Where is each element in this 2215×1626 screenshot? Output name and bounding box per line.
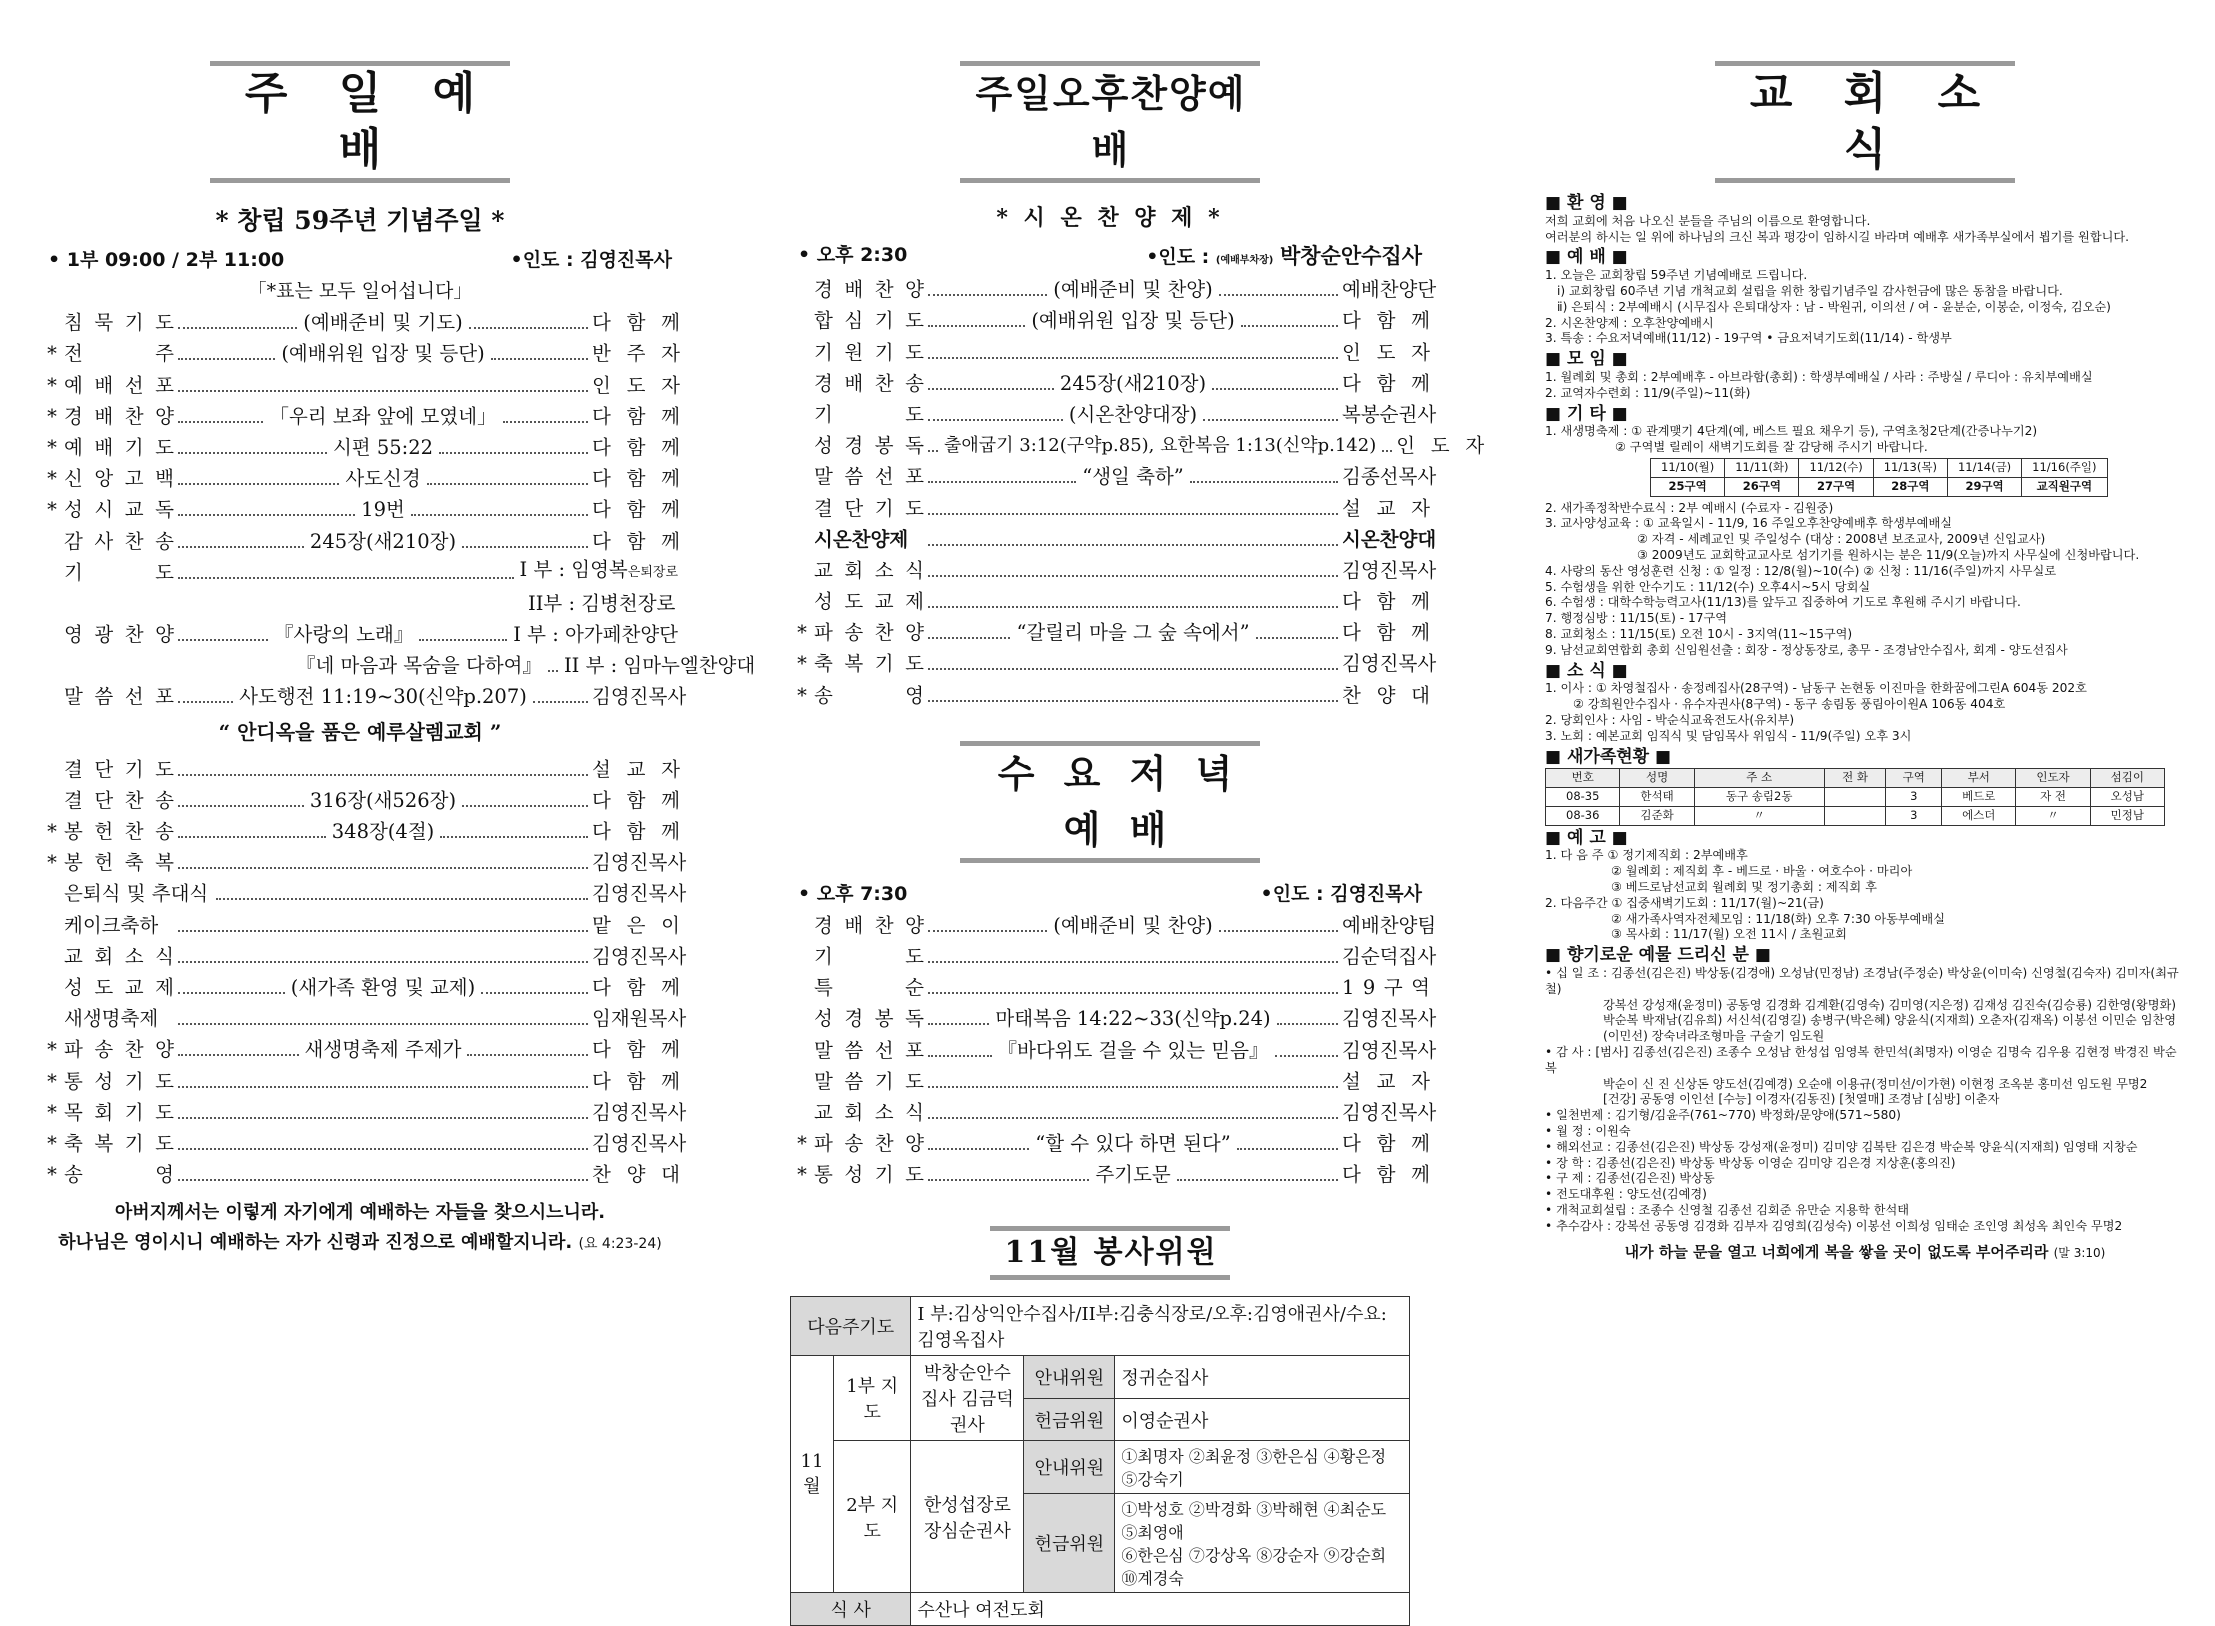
stand-mark: * [47, 342, 57, 366]
service-row [790, 492, 1430, 523]
service-item-detail: 316장(새526장) [309, 788, 457, 812]
stand-mark: * [47, 373, 57, 397]
family-col-header: 번호 [1546, 769, 1620, 788]
service-row [40, 463, 680, 494]
service-item-label: 예 배 기 도 [64, 435, 174, 459]
afternoon-order [790, 274, 1485, 711]
service-item-detail: 245장(새210장) [309, 529, 457, 553]
order-of-service [40, 307, 680, 557]
relay-group: 25구역 [1651, 477, 1725, 496]
service-item-label: 교 회 소 식 [814, 1100, 924, 1124]
wednesday-worship-title: 수 요 저 녁 예 배 [997, 750, 1241, 852]
service-item-label: 기 도 [814, 402, 924, 426]
service-row [40, 494, 680, 525]
stand-note: 「*표는 모두 일어섭니다」 [247, 280, 473, 302]
service-row [790, 336, 1430, 367]
service-item-label: 축 복 기 도 [814, 652, 924, 676]
service-row [40, 909, 680, 940]
service-item-leader: 김영진목사 [592, 1131, 687, 1155]
relay-prayer-table [1650, 458, 2108, 497]
family-cell: 08-36 [1546, 806, 1620, 825]
welcome-heading: ■ 환 영 ■ [1545, 193, 1628, 213]
family-col-header: 성명 [1620, 769, 1694, 788]
service-item-leader: 김영진목사 [592, 1100, 687, 1124]
service-item-leader: 다 함 께 [592, 498, 680, 522]
service-row [790, 586, 1430, 617]
service-item-leader: 김영진목사 [1342, 558, 1437, 582]
malachi-verse: 내가 하늘 문을 열고 너희에게 복을 쌓을 곳이 없도록 부어주리라 (말 3:10) [1624, 1242, 2106, 1261]
service-item-leader: 다 함 께 [592, 788, 681, 812]
service-item-leader: 예배찬양단 [1342, 278, 1437, 302]
service-row [790, 679, 1430, 710]
service-item-detail: (예배위원 입장 및 등단) [1031, 309, 1235, 333]
service-row [40, 816, 680, 847]
church-news-title: 교 회 소 식 [1749, 68, 1999, 175]
service-item-leader: 김영진목사 [1342, 1007, 1437, 1031]
choir-row: 영 광 찬 양 『사랑의 노래』 I 부 : 아가페찬양단 [64, 623, 678, 647]
wednesday-meta: • 오후 7:30 •인도 : 김영진목사 [798, 882, 1422, 905]
service-item-label: 말 씀 기 도 [814, 1069, 924, 1093]
service-row [40, 1034, 680, 1065]
offering-heading: ■ 향기로운 예물 드리신 분 ■ [1545, 945, 1771, 966]
service-row [790, 274, 1437, 305]
service-item-label: 봉 헌 찬 송 [64, 820, 174, 843]
service-item-detail: “생일 축하” [1082, 465, 1184, 489]
service-row [790, 1097, 1437, 1128]
service-item-leader: 김영진목사 [1342, 1100, 1437, 1124]
service-row [790, 910, 1437, 941]
service-row [40, 941, 687, 972]
service-item-leader: 김순덕집사 [1342, 945, 1437, 968]
service-row [790, 1003, 1437, 1034]
service-item-leader: 설 교 자 [592, 757, 680, 781]
family-cell: 오성남 [2090, 788, 2164, 807]
news-heading: ■ 소 식 ■ [1545, 660, 1628, 681]
service-row [40, 1128, 687, 1159]
service-item-detail: 245장(새210장) [1059, 371, 1207, 395]
service-item-leader: 인 도 자 [592, 373, 680, 397]
service-item-leader: 찬 양 대 [1342, 683, 1430, 707]
stand-mark: * [47, 1100, 57, 1124]
meeting-heading: ■ 모 임 ■ [1545, 349, 1628, 370]
service-item-leader: 다 함 께 [592, 1069, 680, 1093]
service-row [40, 338, 680, 369]
table-row [1546, 788, 2165, 807]
service-item-detail: (예배준비 및 기도) [303, 311, 463, 335]
service-row [790, 648, 1437, 679]
service-item-leader: 다 함 께 [1342, 590, 1430, 614]
service-item-detail: 주기도문 [1095, 1163, 1171, 1187]
prayer-row: 기 도 I 부 : 임영복은퇴장로 [40, 557, 680, 588]
service-item-label: 교 회 소 식 [64, 944, 174, 968]
stand-mark: * [47, 498, 57, 522]
relay-group: 29구역 [1947, 477, 2021, 496]
service-item-leader: 다 함 께 [1342, 371, 1431, 395]
family-cell [1824, 806, 1886, 825]
family-cell [1824, 788, 1886, 807]
family-cell: 3 [1886, 806, 1942, 825]
volunteers-banner [990, 1220, 1230, 1288]
service-row [790, 399, 1437, 430]
service-row [40, 1097, 687, 1128]
service-item-leader: 다 함 께 [592, 975, 681, 999]
service-item-leader: 반 주 자 [592, 342, 681, 366]
service-item-leader: 설 교 자 [1342, 496, 1430, 520]
service-item-label: 봉 헌 축 복 [64, 851, 174, 875]
service-row [40, 401, 680, 432]
stand-mark: * [47, 1131, 57, 1155]
relay-date: 11/10(월) [1651, 458, 1725, 477]
service-item-leader: 김영진목사 [592, 851, 687, 875]
prayer-row-2: II부 : 김병천장로 [528, 591, 676, 615]
service-item-label: 은퇴식 및 추대식 [64, 882, 209, 906]
service-row [40, 753, 680, 784]
service-item-detail: (새가족 환영 및 교제) [290, 975, 476, 999]
service-item-label: 경 배 찬 송 [814, 371, 924, 395]
stand-mark: * [47, 467, 57, 491]
service-item-leader: 김영진목사 [592, 944, 687, 968]
service-row [40, 972, 680, 1003]
service-row [40, 1003, 687, 1034]
service-item-leader: 다 함 께 [1342, 1163, 1431, 1187]
volunteers-title: 11월 봉사위원 [1004, 1235, 1218, 1271]
service-item-label: 예 배 선 포 [64, 373, 174, 397]
service-item-leader: 다 함 께 [592, 529, 681, 553]
volunteer-schedule-table: 다음주기도 I 부:김상익안수집사/II부:김충식장로/오후:김영애권사/수요:김영옥집사 11월 1부 지도 박창순안수집사 김금덕권사 안내위원 정귀순집사 헌금위원 이영순권사 2부 지도 한성섭장로 장심순권사 안내위원 ①최명자 ②최윤정 ③한은심 ④황은정 ⑤강숙기 헌금위원 ①박성호 ②박경화 ③박해현 ④최순도 ⑤최영애 ⑥한은심 ⑦강상옥 ⑧강순자 ⑨강순희 ⑩계경숙 식 사 수산나 여전도회 [790, 1296, 1410, 1626]
service-row [40, 785, 680, 816]
service-item-leader: 김종선목사 [1342, 465, 1437, 489]
family-col-header: 주 소 [1694, 769, 1824, 788]
service-item-label: 송 영 [64, 1163, 174, 1187]
family-cell: 08-35 [1546, 788, 1620, 807]
service-item-leader: 예배찬양팀 [1342, 913, 1437, 937]
service-item-label: 케이크축하 [64, 913, 159, 937]
service-item-leader: 김영진목사 [592, 882, 687, 906]
afternoon-meta: • 오후 2:30 •인도 : (예배부차장) 박창순안수집사 [798, 244, 1422, 268]
sunday-worship-column [40, 55, 756, 1259]
relay-date: 11/14(금) [1947, 458, 2021, 477]
service-item-leader: 다 함 께 [1342, 309, 1431, 333]
service-item-leader: 임재원목사 [592, 1007, 687, 1031]
service-item-label: 기 도 [814, 945, 924, 968]
service-item-label: 성 도 교 제 [814, 590, 924, 614]
service-item-label: 송 영 [814, 683, 924, 707]
service-item-leader: 맡 은 이 [592, 913, 680, 937]
service-item-leader: 1 9 구 역 [1342, 976, 1430, 1000]
service-item-label: 파 송 찬 양 [64, 1038, 174, 1062]
service-item-label: 축 복 기 도 [64, 1131, 174, 1155]
wednesday-worship-banner [960, 735, 1260, 871]
service-item-leader: 김영진목사 [1342, 652, 1437, 676]
stand-mark: * [47, 851, 57, 875]
service-row [790, 305, 1430, 336]
service-item-leader: 다 함 께 [592, 820, 681, 843]
service-row [40, 369, 680, 400]
new-family-table [1545, 768, 2165, 825]
family-cell: 베드로 [1942, 788, 2016, 807]
stand-mark: * [797, 1132, 807, 1156]
service-item-detail: 『바다위도 걸을 수 있는 믿음』 [997, 1038, 1269, 1062]
anniversary-subtitle: * 창립 59주년 기념주일 * [215, 206, 505, 235]
service-item-label: 말 씀 선 포 [814, 465, 924, 489]
service-row [40, 432, 680, 463]
service-item-leader: 다 함 께 [1342, 621, 1431, 645]
service-item-detail: 348장(4절) [331, 820, 435, 843]
relay-date: 11/11(화) [1725, 458, 1799, 477]
relay-group: 26구역 [1725, 477, 1799, 496]
service-item-leader: 설 교 자 [1342, 1069, 1430, 1093]
service-item-label: 경 배 찬 양 [64, 404, 174, 428]
service-item-label: 목 회 기 도 [64, 1100, 174, 1124]
service-item-detail: 「우리 보좌 앞에 모였네」 [269, 404, 497, 428]
relay-group: 교직원구역 [2022, 477, 2107, 496]
service-row [790, 941, 1437, 972]
worship-heading: ■ 예 배 ■ [1545, 247, 1628, 268]
stand-mark: * [47, 435, 57, 459]
service-row [790, 1066, 1430, 1097]
service-item-leader: 찬 양 대 [592, 1163, 680, 1187]
relay-date: 11/16(주일) [2022, 458, 2107, 477]
service-meta [40, 245, 680, 272]
service-item-leader: 인 도 자 [1342, 340, 1430, 364]
service-row [790, 1034, 1437, 1065]
service-item-label: 성 경 봉 독 [814, 1007, 924, 1031]
service-item-label: 성 도 교 제 [64, 975, 174, 999]
service-item-label: 통 성 기 도 [814, 1163, 924, 1187]
afternoon-worship-title: 주일오후찬양예배 [975, 71, 1247, 172]
service-item-detail: 사도신경 [345, 467, 421, 491]
order-of-service-2 [40, 753, 687, 1190]
scripture-verse: 아버지께서는 이렇게 자기에게 예배하는 자들을 찾으시느니라. 하나님은 영이시니 예배하는 자가 신령과 진정으로 예배할지니라. (요 4:23-24) [58, 1202, 662, 1254]
family-col-header: 구역 [1886, 769, 1942, 788]
new-family-heading: ■ 새가족현황 ■ [1545, 746, 1672, 767]
stand-mark: * [797, 652, 807, 676]
service-item-detail: 19번 [361, 498, 405, 522]
service-row [40, 1065, 680, 1096]
relay-date: 11/13(목) [1873, 458, 1947, 477]
service-item-label: 전 주 [64, 342, 174, 366]
service-row [790, 1128, 1430, 1159]
service-item-label: 경 배 찬 양 [814, 278, 924, 302]
etc-heading: ■ 기 타 ■ [1545, 403, 1628, 424]
table-row [1546, 806, 2165, 825]
sermon-title: “ 안디옥을 품은 예루살렘교회 ” [218, 720, 502, 745]
family-col-header: 인도자 [2016, 769, 2090, 788]
service-item-label: 결 단 기 도 [64, 757, 174, 781]
family-cell: 〃 [2016, 806, 2090, 825]
family-col-header: 전 화 [1824, 769, 1886, 788]
service-item-label: 말 씀 선 포 [814, 1038, 924, 1062]
service-item-label: 파 송 찬 양 [814, 1132, 924, 1156]
service-item-leader: 복봉순권사 [1342, 402, 1437, 426]
afternoon-worship-banner [960, 55, 1260, 191]
stand-mark: * [797, 683, 807, 707]
family-cell: 자 전 [2016, 788, 2090, 807]
service-row [40, 525, 680, 556]
service-item-label: 교 회 소 식 [814, 558, 924, 582]
service-item-label: 신 앙 고 백 [64, 467, 174, 491]
service-row [790, 524, 1437, 555]
service-time: • 1부 09:00 / 2부 11:00 [48, 249, 285, 271]
service-item-label: 성 시 교 독 [64, 498, 174, 522]
sermon-row: 말 씀 선 포 사도행전 11:19~30(신약p.207) 김영진목사 [64, 685, 687, 709]
service-row [790, 972, 1430, 1003]
service-item-leader: 김영진목사 [1342, 1038, 1437, 1062]
service-item-detail: “갈릴리 마을 그 숲 속에서” [1016, 621, 1250, 645]
service-item-leader: 시온찬양대 [1342, 527, 1437, 551]
service-item-label: 결 단 기 도 [814, 496, 924, 520]
service-item-leader: 다 함 께 [1342, 1132, 1430, 1156]
service-row [40, 878, 687, 909]
service-row [790, 617, 1430, 648]
service-row [790, 1159, 1430, 1190]
service-row [40, 1159, 680, 1190]
wednesday-order [790, 910, 1437, 1191]
service-item-leader: 다 함 께 [592, 311, 681, 335]
church-news-banner [1715, 55, 2015, 191]
service-item-leader: 다 함 께 [592, 1038, 680, 1062]
family-cell: 〃 [1694, 806, 1824, 825]
relay-group: 28구역 [1873, 477, 1947, 496]
service-item-leader: 다 함 께 [592, 467, 681, 491]
service-item-label: 기 원 기 도 [814, 340, 924, 364]
service-item-label: 시온찬양제 [814, 527, 909, 551]
family-cell: 민정남 [2090, 806, 2164, 825]
family-cell: 한석태 [1620, 788, 1694, 807]
stand-mark: * [47, 820, 57, 843]
service-row [40, 307, 680, 338]
sunday-worship-banner [210, 55, 510, 191]
church-news-column: 교 회 소 식 ■ 환 영 ■ 저희 교회에 처음 나오신 분들을 주님의 이름으로 환영합니다. 여러분의 하시는 일 위에 하나님의 크신 복과 평강이 임하시길 바라며 예배후 새가족부실에서 뵙기를 원합니다. ■ 예 배 ■ 1. 오늘은 교회창립 59주년 기념예배로 드립니다. ⅰ) 교회창립 60주년 기념 개척교회 설립을 위한 창립기념주일 감사헌금에 많은 동참을 바랍니다. ⅱ) 은퇴식 : 2부예배시 (시무집사 은퇴대상자 : 남 - 박원귀, 이의선 / 여 - 윤분순, 이봉순, 이정숙, 김오순) 2. 시온찬양제 : 오후찬양예배시 3. 특송 : 수요저녁예배(11/12) - 19구역 • 금요저녁기도회(11/14) - 학생부 ■ 모 임 ■ 1. 월례회 및 총회 : 2부예배후 - 아브라함(총회) : 학생부예배실 / 사라 : 주방실 / 루디아 : 유치부예배실 2. 교역자수련회 : 11/9(주일)~11(화) ■ 기 타 ■ 1. 새생명축제 : ① 관계맺기 4단계(예, 베스트 필요 채우기 등), 구역초청2단계(간증나누기2) ② 구역별 릴레이 새벽기도회를 잘 감당해 주시기 바랍니다. 11/10(월) 11/11(화) 11/12(수) 11/13(목) 11/14(금) 11/16(주일) 25구역 26구역 27구역 28구역 29구역 교직원구역 2. 새가족정착반수료식 : 2부 예배시 (수료자 - 김원중) 3. 교사양성교육 : ① 교육일시 - 11/9, 16 주일오후찬양예배후 학생부예배실 ② 자격 - 세례교인 및 주일성수 (대상 : 2008년 보조교사, 2009년 신입교사) ③ 2009년도 교회학교교사로 섬기기를 원하시는 분은 11/9(오늘)까지 사무실에 신청바랍니다. 4. 사랑의 동산 영성훈련 신청 : ① 일정 : 12/8(월)~10(수) ② 신청 : 11/16(주일)까지 사무실로 5. 수험생을 위한 안수기도 : 11/12(수) 오후4시~5시 당회실 6. 수험생 : 대학수학능력고사(11/13)를 앞두고 집중하여 기도로 후원해 주시기 바랍니다. 7. 행정심방 : 11/15(토) - 17구역 8. 교회청소 : 11/15(토) 오전 10시 - 3지역(11~15구역) 9. 남선교회연합회 총회 신임원선출 : 회장 - 정상동장로, 총무 - 조경남안수집사, 회계 - 양도선집사 ■ 소 식 ■ 1. 이사 : ① 차영철집사 · 송정례집사(28구역) - 남동구 논현동 이진마을 한화꿈에그린A 604동 202호 ② 강희원안수집사 · 유수자권사(8구역) - 동구 송림동 풍림아이원A 106동 404호 2. 당회인사 : 사임 - 박순식교육전도사(유치부) 3. 노회 : 예본교회 임직식 및 담임목사 위임식 - 11/9(주일) 오후 3시 ■ 새가족현황 ■ 번호 성명 주 소 전 화 구역 부서 인도자 섬김이 08-35 한석태 동구 송림2동 3 베드로 자 전 오성남 08-36 김준화 〃 3 에스더 〃 민정남 ■ 예 고 ■ 1. 다 음 주 ① 정기제직회 : 2부예배후 ② 월례회 : 제직회 후 - 베드로 · 바울 · 여호수아 · 마리아 ③ 베드로남선교회 월례회 및 정기총회 : 제직회 후 2. 다음주간 ① 집중새벽기도회 : 11/17(월)~21(금) ② 새가족사역자전체모임 : 11/18(화) 오후 7:30 아동부예배실 ③ 목사회 : 11/17(월) 오전 11시 / 초원교회 ■ 향기로운 예물 드리신 분 ■ • 십 일 조 : 김종선(김은진) 박상동(김경애) 오성남(민정남) 조경남(주정순) 박상윤(이미숙) 신영철(김숙자) 김미자(최규철) 강복선 강성재(윤정미) 공동영 김경화 김계환(김영숙) 김미영(지은정) 김재성 김진숙(김승룡) 김한영(왕명화) 박순복 박재남(김유희) 서신석(김영길) 송병구(박은혜) 양윤식(지재희) 오춘자(김재옥) 이봉선 이민순 임찬영 (이민선) 장숙녀라조형마을 구술기 임도원 • 감 사 : [범사] 김종선(김은진) 조종수 오성남 한성섭 임영복 한민석(최명자) 이영순 김명숙 김우용 김현정 박경진 박순복 박순이 신 진 신상돈 양도선(김예경) 오순애 이용규(정미선/이가현) 이현정 조옥분 홍미선 임도원 무명2 [건강] 공동영 이인선 [수능] 이경자(김동진) [첫열매] 조경남 [심방] 이춘자 • 일천번제 : 김기형/김윤주(761~770) 박정화/문양애(571~580) • 월 정 : 이원숙 • 해외선교 : 김종선(김은진) 박상동 강성재(윤정미) 김미양 김복탄 김은경 박순복 양윤식(지재희) 임영태 지창순 • 장 학 : 김종선(김은진) 박상동 박상동 이영순 김미양 김은경 지상훈(홍의진) • 구 제 : 김종선(김은진) 박상동 • 전도대후원 : 양도선(김예경) • 개척교회설립 : 조종수 신영철 김종선 김회준 유만순 지용학 한석태 • 추수감사 : 강복선 공동영 김경화 김부자 김영희(김성숙) 이봉선 이희성 임태순 조인영 최성옥 최인숙 무명2 내가 하늘 문을 열고 너희에게 복을 쌓을 곳이 없도록 부어주리라 (말 3:10) [1545, 55, 2185, 1261]
service-row [790, 430, 1485, 461]
service-row [790, 368, 1430, 399]
family-cell: 에스더 [1942, 806, 2016, 825]
relay-date: 11/12(수) [1799, 458, 1873, 477]
service-item-label: 파 송 찬 양 [814, 621, 924, 645]
service-item-label: 경 배 찬 양 [814, 913, 924, 937]
service-item-detail: 새생명축제 주제가 [304, 1038, 462, 1062]
stand-mark: * [797, 1163, 807, 1187]
preview-heading: ■ 예 고 ■ [1545, 827, 1628, 848]
sunday-worship-title: 주 일 예 배 [244, 68, 494, 175]
service-row [40, 847, 687, 878]
service-row [790, 555, 1437, 586]
service-item-label: 결 단 찬 송 [64, 788, 174, 812]
stand-mark: * [47, 1069, 57, 1093]
service-item-label: 합 심 기 도 [814, 309, 924, 333]
service-item-label: 성 경 봉 독 [814, 434, 924, 458]
service-item-detail: 시편 55:22 [332, 435, 434, 459]
service-item-label: 침 묵 기 도 [64, 311, 174, 335]
zion-festival-subtitle: * 시 온 찬 양 제 * [996, 205, 1224, 231]
family-cell: 김준화 [1620, 806, 1694, 825]
relay-group: 27구역 [1799, 477, 1873, 496]
service-item-detail: (예배위원 입장 및 등단) [281, 342, 485, 366]
service-item-detail: “할 수 있다 하면 된다” [1035, 1132, 1231, 1156]
family-cell: 3 [1886, 788, 1942, 807]
service-item-detail: (시온찬양대장) [1068, 402, 1198, 426]
stand-mark: * [47, 1038, 57, 1062]
stand-mark: * [47, 1163, 57, 1187]
afternoon-worship-column [790, 55, 1485, 1626]
family-cell: 동구 송림2동 [1694, 788, 1824, 807]
family-col-header: 섬김이 [2090, 769, 2164, 788]
service-item-detail: 출애굽기 3:12(구약p.85), 요한복음 1:13(신약p.142) [944, 435, 1377, 457]
service-item-label: 통 성 기 도 [64, 1069, 174, 1093]
service-item-label: 감 사 찬 송 [64, 529, 174, 553]
service-item-label: 새생명축제 [64, 1007, 159, 1031]
service-item-detail: 마태복음 14:22~33(신약p.24) [995, 1007, 1271, 1031]
service-item-leader: 다 함 께 [592, 435, 681, 459]
prayer-part1: I 부 : 임영복은퇴장로 [519, 557, 678, 581]
choir-row-2: 『네 마음과 목숨을 다하여』 II 부 : 임마누엘찬양대 [296, 654, 756, 678]
service-item-leader: 인 도 자 [1396, 434, 1485, 458]
stand-mark: * [47, 404, 57, 428]
service-item-detail: (예배준비 및 찬양) [1053, 278, 1213, 302]
service-item-detail: (예배준비 및 찬양) [1053, 913, 1213, 937]
service-item-leader: 다 함 께 [592, 404, 681, 428]
stand-mark: * [797, 621, 807, 645]
family-col-header: 부서 [1942, 769, 2016, 788]
service-row [790, 461, 1437, 492]
service-leader: •인도 : 김영진목사 [510, 249, 672, 271]
service-item-label: 특 순 [814, 976, 924, 1000]
